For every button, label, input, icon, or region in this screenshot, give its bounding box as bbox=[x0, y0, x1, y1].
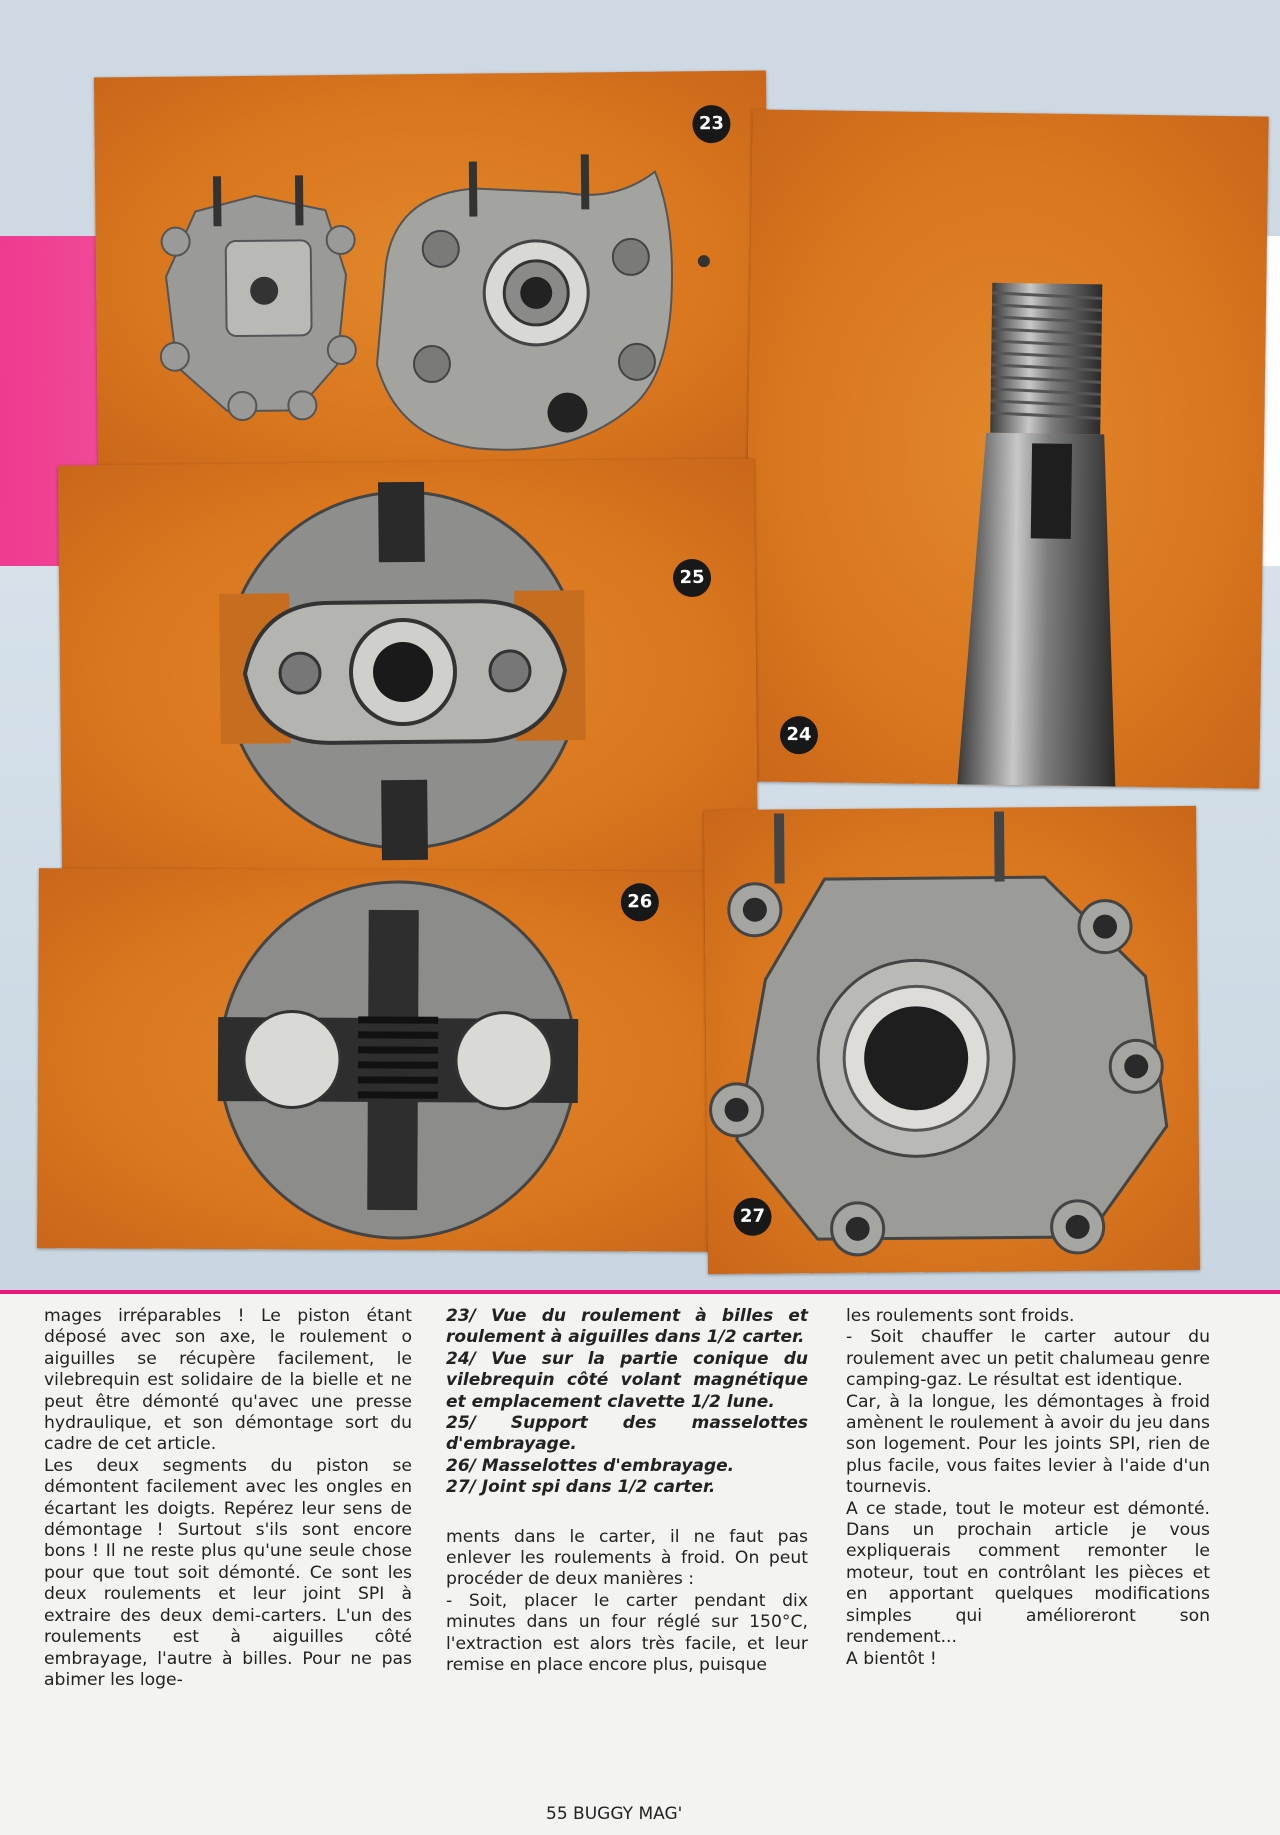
paragraph: Les deux segments du piston se démontent facilement avec les ongles en écartant les doigts. Repérez leur sens de démontage ! Surtout s'ils sont encore bons ! Il ne reste plus qu'une seule chose pour que tout soit démonté. Ce sont les deux roulements et leur joint SPI à extraire des deux demi-carters. L'un des roulements est à aiguilles côté embrayage, l'autre à billes. Pour ne pas abimer les loge- bbox=[44, 1455, 412, 1690]
caption-25: 25/ Support des masselottes d'embrayage. bbox=[446, 1413, 809, 1455]
photo-number-badge: 25 bbox=[673, 559, 711, 597]
magazine-name: BUGGY MAG' bbox=[573, 1804, 683, 1824]
photo-26-clutch-weights bbox=[37, 868, 743, 1252]
paragraph: Car, à la longue, les démontages à froid amènent le roulement à avoir du jeu dans son logement. Pour les joints SPI, rien de plus facile, vous faites levier à l'aide d'un tournevis. bbox=[846, 1391, 1210, 1498]
paragraph: - Soit chauffer le carter autour du roulement avec un petit chalumeau genre camping-gaz. Le résultat est identique. bbox=[846, 1327, 1210, 1391]
crankshaft-illustration bbox=[743, 109, 1268, 788]
paragraph: mages irréparables ! Le piston étant déposé avec son axe, le roulement o aiguilles se récupère facilement, le vilebrequin est solidaire de la bielle et ne peut être démonté qu'avec une presse hydraulique, et son démontage sort du cadre de cet article. bbox=[44, 1306, 412, 1455]
page-number: 55 bbox=[546, 1804, 568, 1824]
photo-number-badge: 26 bbox=[621, 883, 659, 921]
paragraph: A ce stade, tout le moteur est démonté. Dans un prochain article je vous expliquerais comment remonter le moteur, tout en contrôlant les pièces et en apportant quelques modifications simples qui amélioreront son rendement... bbox=[846, 1498, 1210, 1648]
caption-26: 26/ Masselottes d'embrayage. bbox=[446, 1455, 735, 1476]
photo-25-clutch-support bbox=[58, 458, 758, 883]
paragraph: - Soit, placer le carter pendant dix minutes dans un four réglé sur 150°C, l'extraction est alors très facile, et leur remise en place encore plus, puisque bbox=[446, 1590, 808, 1676]
article-column-2 bbox=[446, 1306, 808, 1677]
paragraph: ments dans le carter, il ne faut pas enlever les roulements à froid. On peut procéder de deux manières : bbox=[446, 1526, 808, 1590]
photo-number-badge: 24 bbox=[780, 716, 819, 755]
clutch-weights-illustration bbox=[37, 868, 743, 1252]
spi-seal-illustration bbox=[704, 806, 1200, 1274]
crankcase-illustration bbox=[94, 70, 770, 475]
article-column-3 bbox=[846, 1306, 1210, 1670]
photo-27-spi-seal bbox=[704, 806, 1200, 1274]
photo-number-badge: 27 bbox=[733, 1198, 771, 1236]
caption-27: 27/ Joint spi dans 1/2 carter. bbox=[446, 1477, 716, 1498]
paragraph: A bientôt ! bbox=[846, 1648, 937, 1669]
paragraph: les roulements sont froids. bbox=[846, 1306, 1075, 1326]
clutch-support-illustration bbox=[58, 458, 758, 883]
page-footer bbox=[546, 1804, 682, 1824]
photo-captions bbox=[446, 1306, 808, 1499]
photo-24-crankshaft-taper bbox=[743, 109, 1268, 788]
photo-23-crankcase-halves bbox=[94, 70, 770, 475]
caption-24: 24/ Vue sur la partie conique du vilebrequin côté volant magnétique et emplacement clavette 1/2 lune. bbox=[446, 1348, 808, 1412]
caption-23: 23/ Vue du roulement à billes et roulement à aiguilles dans 1/2 carter. bbox=[446, 1306, 809, 1348]
article-column-1 bbox=[44, 1306, 412, 1691]
photo-number-badge: 23 bbox=[692, 105, 730, 143]
